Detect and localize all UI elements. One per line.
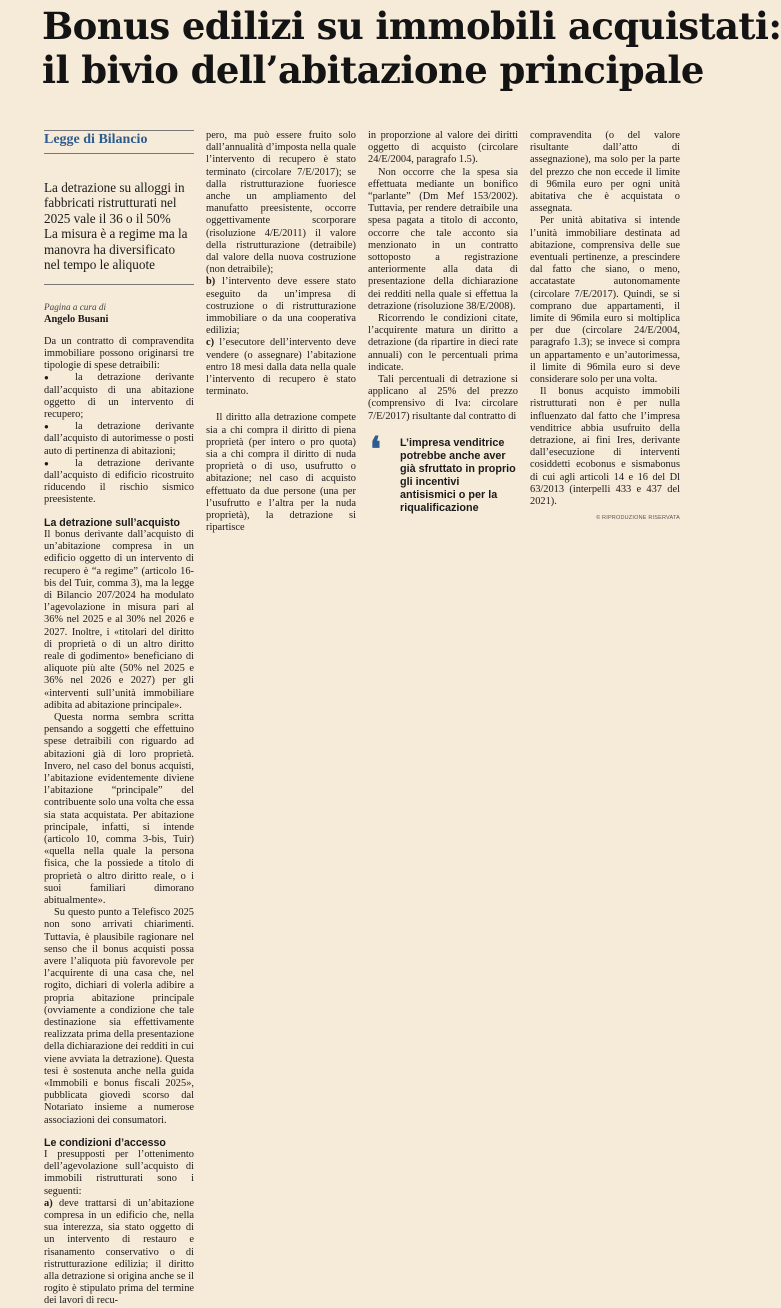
intro-paragraph: Da un contratto di compravendita immobiliare possono originarsi tre tipologie di spese detraibili: [44,335,194,372]
body-paragraph [206,276,356,337]
title-line-2: il bivio dell’abitazione principale [42,48,704,92]
body-paragraph: Su questo punto a Telefisco 2025 non sono arrivati chiarimenti. Tuttavia, è plausibile ragionare nel senso che il bonus acquisti possa avere l’aliquota più favorevole per l’acquirente di una casa che, nel rogito, dichiari di volerla adibire a propria abitazione principale (ovviamente a condizione che tale destinazione sia effettivamente realizzata prima della presentazione della dichiarazione dei redditi in cui viene avviata la detrazione). Questa tesi è sostenuta anche nella guida «Immobili e bonus fiscali 2025», pubblicata giovedì scorso dal Notariato insieme a numerose associazioni dei consumatori. [44,907,194,1126]
body-paragraph: Tali percentuali di detrazione si applicano al 25% del prezzo (comprensivo di Iva: circolare 7/E/2017) risultante dal contratto di [368,374,518,422]
subtitle-1: La detrazione su alloggi in fabbricati ristrutturati nel 2025 vale il 36 o il 50% [44,180,185,226]
body-paragraph [206,337,356,398]
list-text: deve trattarsi di un’abitazione compresa in un edificio che, nella sua interezza, sia stato oggetto di un intervento di restauro e risanamento conservativo o di ristrutturazione edilizia; il diritto alla detrazione si origina anche se il rogito è stipulato prima del termine dei lavori di recu- [44,1197,194,1307]
bullet-item: ● la detrazione derivante dall’acquisto di una abitazione oggetto di un intervento di recupero; [44,372,194,421]
body-paragraph: I presupposti per l’ottenimento dell’agevolazione sull’acquisto di immobili ristrutturati sono i seguenti: [44,1149,194,1197]
subtitle-2: La misura è a regime ma la manovra ha diversificato nel tempo le aliquote [44,226,188,273]
column-1 [44,130,194,1308]
pull-quote [368,429,518,515]
byline-rule [44,284,194,285]
list-label: c) [206,337,215,349]
body-paragraph: pero, ma può essere fruito solo dall’annualità d’imposta nella quale l’intervento di recupero è stato terminato (circolare 7/E/2017); se dalla ristrutturazione fuoriesce anche un ampliamento del manufatto preesistente, occorre oggettivamente scorporare (risoluzione 4/E/2011) il valore della ristrutturazione (detraibile) dal valore della nuova costruzione (non detraibile); [206,130,356,276]
column-2 [206,130,356,535]
list-label: a) [44,1197,53,1209]
bullet-item: ● la detrazione derivante dall’acquisto di autorimesse o posti auto di pertinenza di abitazioni; [44,421,194,458]
column-4 [530,130,680,525]
body-paragraph: Ricorrendo le condizioni citate, l’acquirente matura un diritto a detrazione (da ripartire in dieci rate annuali) con le percentuali prima indicate. [368,313,518,373]
kicker-rule-bottom [44,153,194,154]
body-paragraph: Il diritto alla detrazione compete sia a chi compra il diritto di piena proprietà (per intero o pro quota) sia a chi compra il diritto di nuda proprietà o di uso, usufrutto o abitazione; nel caso di acquisto effettuato da due persone (una per l’usufrutto e l’altra per la nuda proprietà), la detrazione si ripartisce [206,412,356,534]
body-paragraph: Questa norma sembra scritta pensando a soggetti che effettuino spese detraibili con riguardo ad abitazioni già di loro proprietà. Invero, nel caso del bonus acquisti, l’abitazione evidentemente diviene l’abitazione “principale” del contribuente solo una volta che essa sia stata acquistata. Per abitazione principale, infatti, si intende (articolo 10, comma 3-bis, Tuir) «quella nella quale la persona fisica, che la possiede a titolo di proprietà o altro diritto reale, o i suoi familiari dimorano abitualmente». [44,711,194,906]
kicker: Legge di Bilancio [44,132,148,147]
body-paragraph: Non occorre che la spesa sia effettuata mediante un bonifico “parlante” (Dm Mef 153/2002). Tuttavia, per rendere detraibile una spesa pagata a titolo di acconto, occorre che tale acconto sia menzionato in un contratto sottoposto a registrazione anteriormente alla data di presentazione della dichiarazione dei redditi nella quale si effettua la detrazione (risoluzione 38/E/2008). [368,166,518,312]
body-paragraph: Il bonus acquisto immobili ristrutturati non è per nulla influenzato dal fatto che l’impresa venditrice abbia usufruito della detrazione, ai fini Ires, derivante dall’esecuzione di interventi cosiddetti ecobonus e sismabonus di cui agli articoli 14 e 16 del Dl 63/2013 (interpelli 433 e 437 del 2021). [530,386,680,508]
credit-name: Angelo Busani [44,313,109,325]
body-paragraph: Per unità abitativa si intende l’unità immobiliare destinata ad abitazione, comprensiva delle sue eventuali pertinenze, a prescindere dal fatto che siano, o meno, accatastate autonomamente (circolare 7/E/2017). Quindi, se si comprano due appartamenti, il limite di 96mila euro si moltiplica per due (circolare 24/E/2004, paragrafo 1.3); se invece si compra un appartamento e un’autorimessa, il limite di 96mila euro si deve considerare solo per una volta. [530,215,680,386]
bullet-item: ● la detrazione derivante dall’acquisto di edificio ricostruito riducendo il rischio sismico preesistente. [44,458,194,507]
list-text: l’intervento deve essere stato eseguito da un’impresa di costruzione o di ristrutturazione immobiliare o da una cooperativa edilizia; [206,276,356,337]
pull-quote-text: L’impresa venditrice potrebbe anche aver già sfruttato in proprio gli incentivi antisismici o per la riqualificazione [400,436,516,514]
article-title [42,4,781,92]
list-label: b) [206,276,216,288]
section-heading: La detrazione sull’acquisto [44,516,180,529]
body-paragraph: Il bonus derivante dall’acquisto di un’abitazione compresa in un edificio oggetto di un intervento di recupero è “a regime” (articolo 16-bis del Tuir, comma 3), ma la legge di Bilancio 207/2024 ha modulato l’agevolazione in misura pari al 36% nel 2025 e al 30% nel 2026 e 2027. Inoltre, i «titolari del diritto di proprietà o di un altro diritto reale di godimento» beneficiano di aliquote più alte (50% nel 2025 e 36% nel 2026 e 2027) per gli «interventi sull’unità immobiliare adibita ad abitazione principale». [44,528,194,711]
credit-label: Pagina a cura di [44,302,107,313]
list-text: l’esecutore dell’intervento deve vendere (o assegnare) l’abitazione entro 18 mesi dalla data nella quale l’intervento di recupero è stato terminato. [206,337,356,398]
body-paragraph: compravendita (o del valore risultante dall’atto di assegnazione), ma solo per la parte del prezzo che non eccede il limite di 96mila euro per ogni unità abitativa che è acquistata o assegnata. [530,130,680,215]
title-line-1: Bonus edilizi su immobili acquistati: [42,4,781,48]
copyright-notice: © RIPRODUZIONE RISERVATA [596,515,680,522]
section-heading: Le condizioni d’accesso [44,1136,166,1149]
body-paragraph [44,1198,194,1308]
quote-mark-icon: ❛ [370,429,381,470]
column-3 [368,130,518,515]
body-paragraph: in proporzione al valore dei diritti oggetto di acquisto (circolare 24/E/2004, paragrafo 1.5). [368,130,518,166]
